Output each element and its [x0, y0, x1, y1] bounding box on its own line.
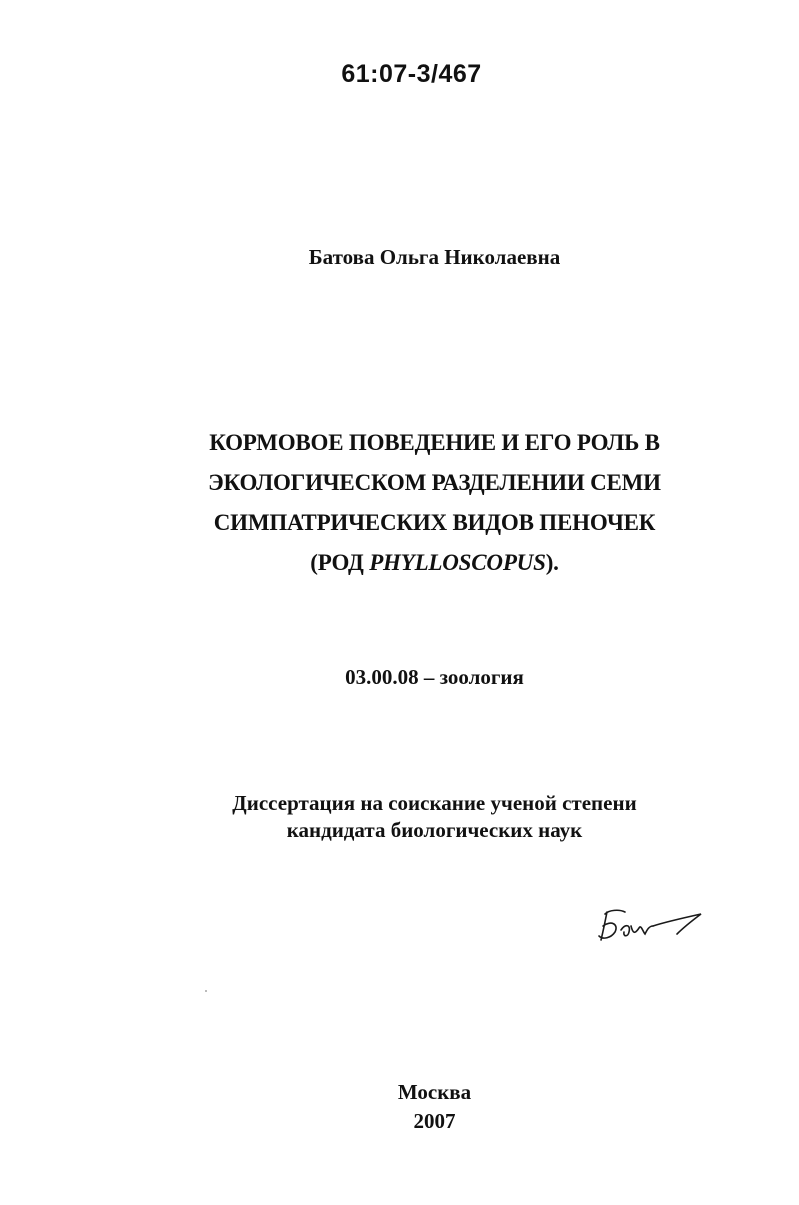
genus-name: PHYLLOSCOPUS — [369, 550, 546, 575]
title-line-3: СИМПАТРИЧЕСКИХ ВИДОВ ПЕНОЧЕК — [213, 510, 656, 535]
degree-line-2: кандидата биологических наук — [286, 818, 583, 842]
catalog-code: 61:07-3/467 — [341, 60, 482, 88]
year: 2007 — [413, 1109, 456, 1133]
title-line-4-prefix: (РОД — [310, 550, 370, 575]
specialty-code: 03.00.08 – зоология — [345, 665, 524, 689]
title-line-4 — [70, 543, 799, 583]
degree-statement — [0, 790, 799, 844]
handwritten-signature-icon — [593, 900, 713, 950]
scan-speck — [205, 990, 207, 992]
title-line-4-suffix: ). — [545, 550, 559, 575]
title-line-2: ЭКОЛОГИЧЕСКОМ РАЗДЕЛЕНИИ СЕМИ — [208, 470, 661, 495]
degree-line-1: Диссертация на соискание ученой степени — [232, 791, 637, 815]
author-name: Батова Ольга Николаевна — [308, 245, 561, 269]
title-line-1: КОРМОВОЕ ПОВЕДЕНИЕ И ЕГО РОЛЬ В — [209, 430, 660, 455]
place-and-year — [0, 1078, 799, 1136]
city: Москва — [397, 1080, 472, 1104]
dissertation-title — [0, 423, 799, 583]
